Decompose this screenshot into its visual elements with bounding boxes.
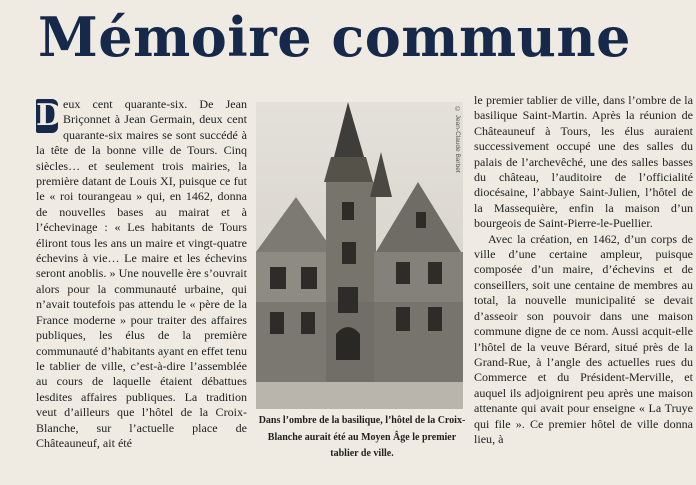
paragraph-text: eux cent quarante-six. De Jean Briçonnet à Jean Germain, deux cent quarante-six maires se sont succédé à la tête de la bonne ville de Tours. Cinq siècles… et seulement trois mairies, la première datant de Louis XI, puisque ce fut le « roi tourangeau » qui, en 1462, donna de nouvelles bases au mairat et à l’échevinage : « Les habitants de Tours éliront tous les ans un maire et vingt-quatre échevins à vie… Le maire et les échevins seront anoblis. » Une nouvelle ère s’ouvrait alors pour la communauté urbaine, qui n’avait toutefois pas attendu le « père de la France moderne » pour traiter des affaires publiques, les élus de la première communauté d’habitants ayant en effet tenu le tablier de ville, c’est-à-dire l’assemblée au cours de laquelle étaient débattues lesdites affaires publiques. La tradition veut d’ailleurs que l’hôtel de la Croix-Blanche, sur l’actuelle place de Châteauneuf, ait été [36,97,247,450]
paragraph [36,97,247,451]
photo-caption: Dans l’ombre de la basilique, l’hôtel de la Croix-Blanche aurait été au Moyen Âge le premier tablier de ville. [258,415,466,459]
page-title: Mémoire commune [38,5,631,69]
text-column-left [36,97,247,451]
paragraph: Avec la création, en 1462, d’un corps de ville d’une certaine ampleur, puisque composée d’un maire, d’échevins et de conseillers, soit une centaine de membres au total, la nouvelle municipalité se devait d’asseoir son pouvoir dans une maison commune digne de ce nom. Aussi acquit-elle l’hôtel de la veuve Bérard, situé près de la Grand-Rue, à l’angle des actuelles rues du Commerce et du Président-Merville, et auquel ils adjoignirent peu après une maison attenante qui avait pour enseigne « La Truye qui file ». Ce premier hôtel de ville donna lieu, à [474,231,693,446]
drop-cap: D [36,98,63,133]
building-illustration [256,102,463,409]
paragraph: le premier tablier de ville, dans l’ombre de la basilique Saint-Martin. Après la réunion de Châteauneuf à Tours, les élus auraient successivement occupé une des salles du palais de l’archevêché, une des salles basses du château, l’auditoire de l’officialité diocésaine, l’abbaye Saint-Julien, l’hôtel de la Massequière, enfin la maison d’un bourgeois de Saint-Pierre-le-Puellier. [474,93,693,231]
photo-credit: © Jean-Claude Barbet [454,106,461,173]
text-column-right [474,93,693,447]
building-photo [256,102,463,409]
